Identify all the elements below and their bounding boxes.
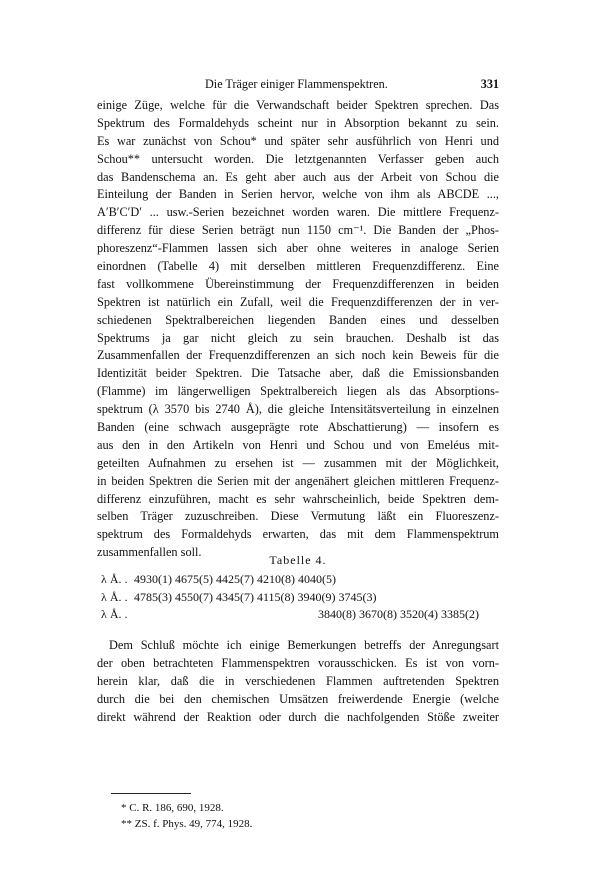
text-line: direkt während der Reaktion oder durch die nachfolgenden Stöße zweiter	[97, 709, 499, 724]
text-line: Spektrum des Formaldehyds scheint nur in Absorption bekannt zu sein.	[97, 115, 499, 130]
paragraph-2	[97, 637, 499, 726]
row-values: 4785(3) 4550(7) 4345(7) 4115(8) 3940(9) 3745(3)	[134, 589, 377, 604]
table-row	[101, 607, 497, 625]
text-line: differenz für diese Serien beträgt nun 1150 cm⁻¹. Die Banden der „Phos-	[97, 223, 499, 238]
text-line: fast vollkommene Übereinstimmung der Frequenzdifferenzen in beiden	[97, 276, 499, 291]
footnote: * C. R. 186, 690, 1928.	[121, 802, 224, 814]
footnote-rule	[111, 793, 191, 794]
text-line: Schou** untersucht worden. Die letztgenannten Verfasser geben auch	[97, 151, 499, 166]
text-line: selben Träger zuzuschreiben. Diese Vermutung läßt ein Fluoreszenz-	[97, 509, 499, 524]
table-caption: Tabelle 4.	[269, 553, 327, 567]
table-4	[101, 572, 497, 625]
text-line: Identizität beider Spektren. Die Tatsache aber, daß die Emissionsbanden	[97, 366, 499, 381]
row-label: λ Å. .	[101, 572, 128, 586]
text-line: spektrum (λ 3570 bis 2740 Å), die gleiche Intensitätsverteilung in einzelnen	[97, 402, 499, 417]
row-values: 3840(8) 3670(8) 3520(4) 3385(2)	[318, 607, 479, 621]
text-line: geteilten Aufnahmen zu ersehen ist — zusammen mit der Möglichkeit,	[97, 455, 499, 470]
text-line: das Bandenschema an. Es geht aber auch aus der Arbeit von Schou die	[97, 169, 499, 184]
page-header	[97, 77, 499, 91]
text-line: phoreszenz“-Flammen lassen sich aber ohne weiteres in analoge Serien	[97, 241, 499, 256]
text-line: einordnen (Tabelle 4) mit derselben mittleren Frequenzdifferenz. Eine	[97, 259, 499, 274]
text-line: aus den in den Artikeln von Henri und Schou und von Emeléus mit-	[97, 437, 499, 452]
text-line: Spektrums ja gar nicht gleich zu sein brauchen. Deshalb ist das	[97, 330, 499, 345]
table-row	[101, 590, 497, 608]
text-line: Einteilung der Banden in Serien hervor, welche von ihm als ABCDE ...,	[97, 187, 499, 202]
text-line: Dem Schluß möchte ich einige Bemerkungen betreffs der Anregungsart	[109, 638, 499, 652]
footnotes	[121, 800, 252, 832]
text-line: der oben betrachteten Flammenspektren vorausschicken. Es ist von vorn-	[97, 655, 499, 670]
footnote: ** ZS. f. Phys. 49, 774, 1928.	[121, 818, 253, 830]
text-line: durch die bei den chemischen Umsätzen freiwerdende Energie (welche	[97, 691, 499, 706]
text-line: herein klar, daß die in verschiedenen Flammen auftretenden Spektren	[97, 673, 499, 688]
text-line: zusammenfallen soll.	[97, 545, 202, 560]
text-line: Es war zunächst von Schou* und später sehr ausführlich von Henri und	[97, 133, 499, 148]
text-line: schiedenen Spektralbereichen liegenden Banden eines und desselben	[97, 312, 499, 327]
text-line: A′B′C′D′ ... usw.-Serien bezeichnet worden waren. Die mittlere Frequenz-	[97, 205, 499, 220]
row-label: λ Å. .	[101, 589, 128, 604]
text-line: Spektren ist natürlich ein Zufall, weil die Frequenzdifferenzen der in ver-	[97, 294, 499, 309]
running-head: Die Träger einiger Flammenspektren.	[205, 77, 388, 91]
text-line: Zusammenfallen der Frequenzdifferenzen an sich noch kein Beweis für die	[97, 348, 499, 363]
row-label: λ Å. .	[101, 607, 128, 621]
page-number: 331	[480, 77, 499, 91]
text-line: in beiden Spektren die Serien mit der angenähert gleichen mittleren Frequenz-	[97, 473, 499, 488]
text-line: einige Züge, welche für die Verwandschaft beider Spektren sprechen. Das	[97, 98, 499, 112]
text-line: spektrum des Formaldehyds erwarten, das mit dem Flammenspektrum	[97, 527, 499, 542]
table-row	[101, 572, 497, 590]
text-line: (Flamme) im längerwelligen Spektralbereich liegen als das Absorptions-	[97, 384, 499, 399]
row-values: 4930(1) 4675(5) 4425(7) 4210(8) 4040(5)	[134, 572, 336, 586]
paragraph-1	[97, 97, 499, 562]
text-line: differenz einzuführen, macht es sehr wahrscheinlich, beide Spektren dem-	[97, 491, 499, 506]
text-line: Banden (eine schwach ausgeprägte rote Abschattierung) — insofern es	[97, 420, 499, 435]
